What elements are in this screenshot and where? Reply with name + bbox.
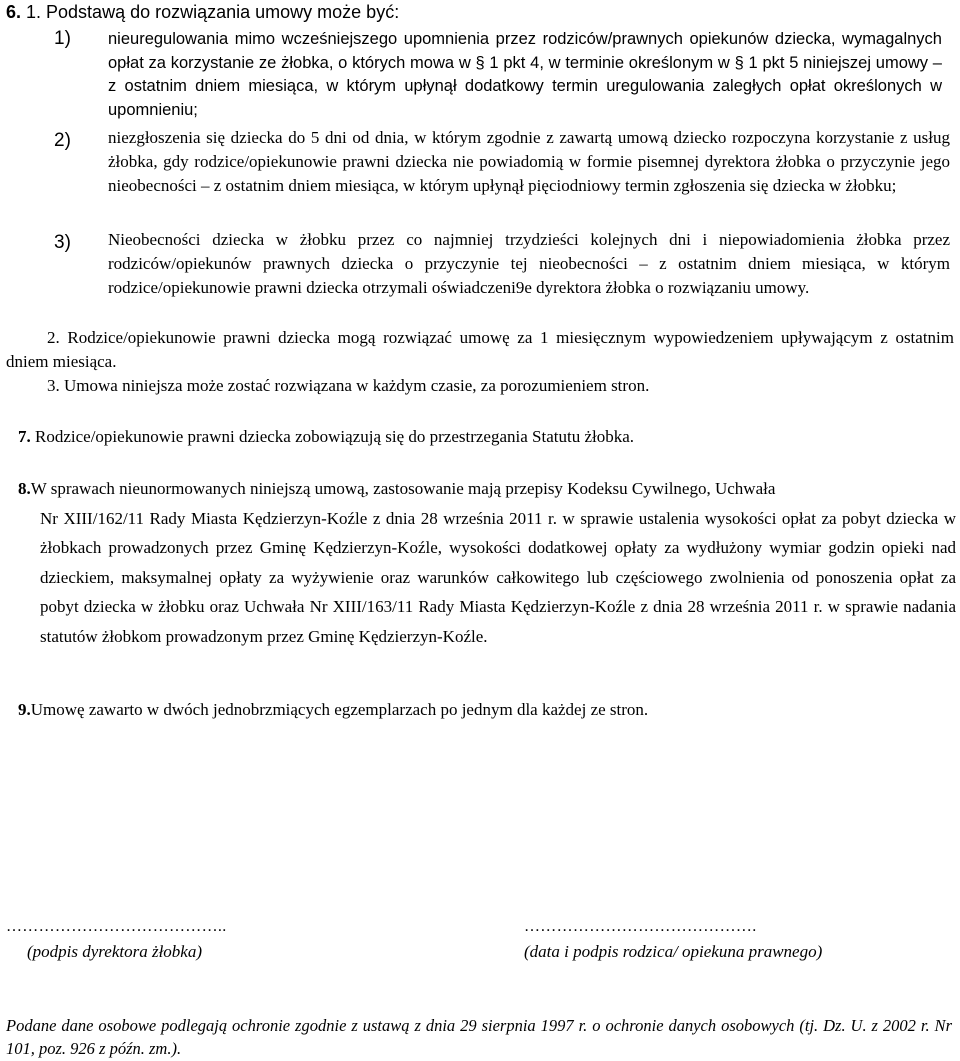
list-item-marker: 2) xyxy=(54,130,71,151)
section-6-heading-text: 1. Podstawą do rozwiązania umowy może być: xyxy=(21,2,400,22)
list-item-text: Nieobecności dziecka w żłobku przez co najmniej trzydzieści kolejnych dni i niepowiadomienia żłobka przez rodziców/opiekunów prawnych dziecka o przyczynie tej nieobecności – z ostatnim dniem miesiąca, w którym rodzice/opiekunowie prawni dziecka otrzymali oświadczeni9e dyrektora żłobka o rozwiązaniu umowy. xyxy=(108,230,950,297)
section-6-heading xyxy=(6,0,399,24)
section-8-text: Nr XIII/162/11 Rady Miasta Kędzierzyn-Koźle z dnia 28 września 2011 r. w sprawie ustalenia wysokości opłat za pobyt dziecka w żłobkach prowadzonych przez Gminę Kędzierzyn-Koźle, wysokości dodatkowej opłaty za wydłużony wymiar godzin opieki nad dzieckiem, maksymalnej opłaty za wyżywienie oraz warunków całkowitego lub częściowego zwolnienia od ponoszenia opłat za pobyt dziecka w żłobku oraz Uchwała Nr XIII/163/11 Rady Miasta Kędzierzyn-Koźle z dnia 28 września 2011 r. w sprawie nadania statutów żłobkom prowadzonym przez Gminę Kędzierzyn-Koźle. xyxy=(40,508,956,646)
list-item-text: nieuregulowania mimo wcześniejszego upomnienia przez rodziców/prawnych opiekunów dziecka, wymagalnych opłat za korzystanie ze żłobka, o których mowa w § 1 pkt 4, w terminie określonym w § 1 pkt 5 niniejszej umowy – z ostatnim dniem miesiąca, w którym upłynął dodatkowy termin uregulowania zaległych opłat określonych w upomnieniu; xyxy=(108,30,942,119)
data-protection-footnote: Podane dane osobowe podlegają ochronie zgodnie z ustawą z dnia 29 sierpnia 1997 r. o ochronie danych osobowych (tj. Dz. U. z 2002 r. Nr 101, poz. 926 z późn. zm.). xyxy=(6,1016,952,1058)
section-8-number: 8. xyxy=(18,479,31,498)
director-signature-label: (podpis dyrektora żłobka) xyxy=(27,942,203,961)
parent-signature-line: ……………………………………. xyxy=(524,918,757,935)
section-7-number: 7. xyxy=(18,427,31,446)
section-9 xyxy=(18,698,648,722)
section-7 xyxy=(18,425,634,449)
director-signature-line: ………………………………….. xyxy=(6,918,227,935)
section-9-number: 9. xyxy=(18,700,31,719)
section-7-text: Rodzice/opiekunowie prawni dziecka zobowiązują się do przestrzegania Statutu żłobka. xyxy=(30,427,635,446)
list-item-marker: 3) xyxy=(54,232,71,253)
list-item-marker: 1) xyxy=(54,28,71,49)
section-9-text: Umowę zawarto w dwóch jednobrzmiących egzemplarzach po jednym dla każdej ze stron. xyxy=(30,700,649,719)
section-8-first-text: W sprawach nieunormowanych niniejszą umową, zastosowanie mają przepisy Kodeksu Cywilnego, Uchwała xyxy=(30,479,776,498)
list-item-text: niezgłoszenia się dziecka do 5 dni od dnia, w którym zgodnie z zawartą umową dziecko rozpoczyna korzystanie z usług żłobka, gdy rodzice/opiekunowie prawni dziecka nie powiadomią w formie pisemnej dyrektora żłobka o przyczynie jego nieobecności – z ostatnim dniem miesiąca, w którym upłynął pięciodniowy termin zgłoszenia się dziecka w żłobku; xyxy=(108,128,950,195)
section-8 xyxy=(18,474,956,651)
parent-signature-label: (data i podpis rodzica/ opiekuna prawnego) xyxy=(524,942,823,961)
section-8-first-line xyxy=(18,474,956,504)
section-6-point-2: 2. Rodzice/opiekunowie prawni dziecka mogą rozwiązać umowę za 1 miesięcznym wypowiedzeniem upływającym z ostatnim dniem miesiąca. xyxy=(6,328,954,371)
section-6-point-3: 3. Umowa niniejsza może zostać rozwiązana w każdym czasie, za porozumieniem stron. xyxy=(47,376,650,395)
section-6-number: 6. xyxy=(6,2,22,22)
